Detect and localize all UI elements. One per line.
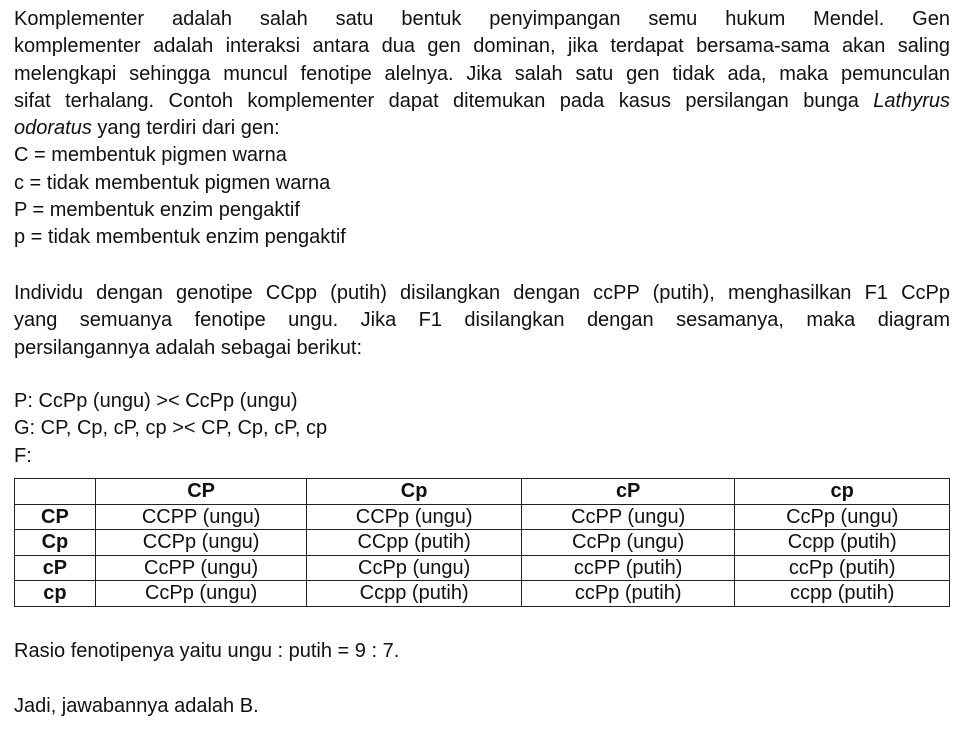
intro-line-4: [14, 88, 950, 115]
punnett-cell: Ccpp (putih): [307, 581, 522, 607]
punnett-square: [14, 478, 950, 607]
punnett-row: [15, 530, 950, 556]
punnett-cell: CcPP (ungu): [521, 504, 735, 530]
punnett-col-header: cP: [521, 479, 735, 505]
punnett-row-header: CP: [15, 504, 96, 530]
gene-definition-P: P = membentuk enzim pengaktif: [14, 199, 300, 221]
punnett-cell: ccPp (putih): [521, 581, 735, 607]
intro-line-4-text: sifat terhalang. Contoh komplementer dapat ditemukan pada kasus persilangan bunga: [14, 89, 859, 112]
answer-statement: Jadi, jawabannya adalah B.: [14, 695, 259, 717]
gene-definition-p: p = tidak membentuk enzim pengaktif: [14, 226, 346, 248]
punnett-col-header: Cp: [307, 479, 522, 505]
punnett-row: [15, 504, 950, 530]
species-genus: Lathyrus: [873, 89, 950, 112]
punnett-row-header: cp: [15, 581, 96, 607]
parents-line: P: CcPp (ungu) >< CcPp (ungu): [14, 390, 298, 412]
punnett-corner-cell: [15, 479, 96, 505]
punnett-row: [15, 581, 950, 607]
punnett-col-header: cp: [735, 479, 950, 505]
punnett-header-row: [15, 479, 950, 505]
punnett-cell: CcPP (ungu): [95, 555, 307, 581]
gametes-line: G: CP, Cp, cP, cp >< CP, Cp, cP, cp: [14, 417, 328, 439]
intro-paragraph: [14, 6, 950, 142]
punnett-col-header: CP: [95, 479, 307, 505]
punnett-cell: CcPp (ungu): [95, 581, 307, 607]
ratio-statement: Rasio fenotipenya yaitu ungu : putih = 9 : 7.: [14, 640, 400, 662]
punnett-cell: ccPP (putih): [521, 555, 735, 581]
punnett-cell: ccpp (putih): [735, 581, 950, 607]
punnett-cell: ccPp (putih): [735, 555, 950, 581]
gene-definition-c: c = tidak membentuk pigmen warna: [14, 172, 331, 194]
cross-line-2: yang semuanya fenotipe ungu. Jika F1 disilangkan dengan sesamanya, maka diagram: [14, 309, 950, 332]
cross-line-1: Individu dengan genotipe CCpp (putih) disilangkan dengan ccPP (putih), menghasilkan F1 CcPp: [14, 282, 950, 304]
punnett-cell: CcPp (ungu): [735, 504, 950, 530]
punnett-cell: CCPp (ungu): [95, 530, 307, 556]
gene-definition-C: C = membentuk pigmen warna: [14, 144, 287, 166]
punnett-cell: Ccpp (putih): [735, 530, 950, 556]
intro-line-5-text: yang terdiri dari gen:: [91, 117, 280, 140]
punnett-cell: CcPp (ungu): [307, 555, 522, 581]
intro-line-5: [14, 115, 950, 142]
punnett-row-header: cP: [15, 555, 96, 581]
punnett-cell: CCPp (ungu): [307, 504, 522, 530]
offspring-label: F:: [14, 445, 32, 467]
punnett-cell: CCpp (putih): [307, 530, 522, 556]
punnett-row: [15, 555, 950, 581]
punnett-cell: CCPP (ungu): [95, 504, 307, 530]
punnett-row-header: Cp: [15, 530, 96, 556]
cross-line-3: persilangannya adalah sebagai berikut:: [14, 336, 363, 359]
cross-paragraph: [14, 280, 950, 362]
species-epithet: odoratus: [14, 117, 92, 140]
intro-line-2: komplementer adalah interaksi antara dua gen dominan, jika terdapat bersama-sama akan saling: [14, 35, 950, 58]
intro-line-1: Komplementer adalah salah satu bentuk penyimpangan semu hukum Mendel. Gen: [14, 8, 950, 30]
intro-line-3: melengkapi sehingga muncul fenotipe alelnya. Jika salah satu gen tidak ada, maka pemunculan: [14, 62, 950, 85]
punnett-cell: CcPp (ungu): [521, 530, 735, 556]
